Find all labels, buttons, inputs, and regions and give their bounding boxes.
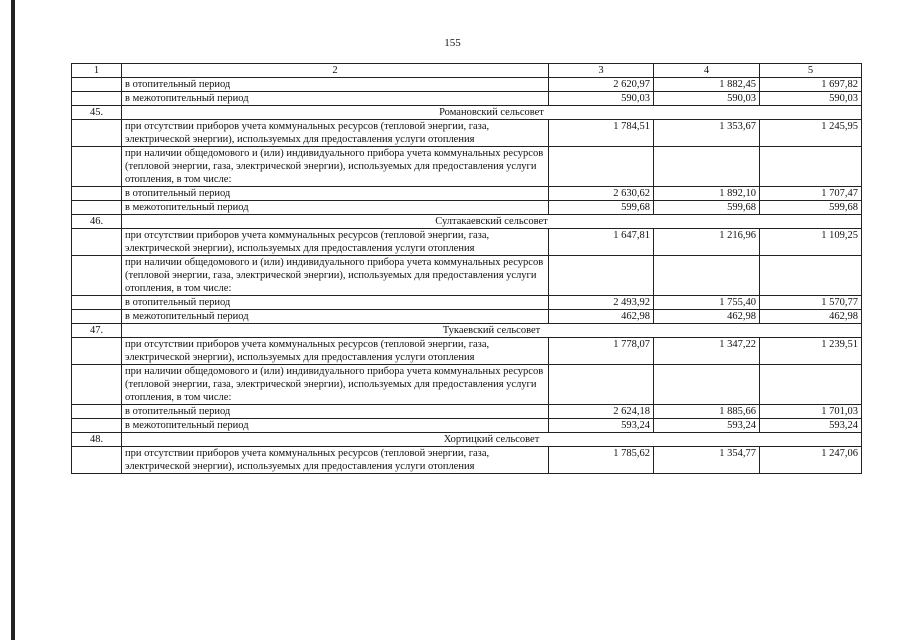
row-description: в межотопительный период	[122, 310, 549, 324]
row-description: в межотопительный период	[122, 92, 549, 106]
value-col-5: 1 707,47	[760, 187, 862, 201]
value-col-3	[549, 365, 654, 405]
value-col-3	[549, 147, 654, 187]
value-col-5: 1 570,77	[760, 296, 862, 310]
value-col-5: 1 109,25	[760, 229, 862, 256]
page-edge-bar	[11, 0, 15, 640]
value-col-3: 599,68	[549, 201, 654, 215]
row-description: при наличии общедомового и (или) индивидуального прибора учета коммунальных ресурсов (тепловой энергии, газа, электрической энергии), используемых для предоставления услуги отопления, в том числе:	[122, 147, 549, 187]
table-row	[72, 447, 862, 474]
section-number: 46.	[72, 215, 122, 229]
value-col-3: 593,24	[549, 419, 654, 433]
tariff-table	[71, 63, 862, 474]
page-number: 155	[444, 37, 461, 49]
value-col-3: 2 620,97	[549, 78, 654, 92]
table-body	[72, 78, 862, 474]
value-col-5: 599,68	[760, 201, 862, 215]
value-col-3: 462,98	[549, 310, 654, 324]
table-row	[72, 120, 862, 147]
row-number-cell	[72, 405, 122, 419]
value-col-3: 2 493,92	[549, 296, 654, 310]
section-number: 45.	[72, 106, 122, 120]
value-col-4: 590,03	[654, 92, 760, 106]
value-col-5	[760, 256, 862, 296]
row-description: в межотопительный период	[122, 419, 549, 433]
row-description: в межотопительный период	[122, 201, 549, 215]
value-col-3: 2 630,62	[549, 187, 654, 201]
value-col-3: 1 647,81	[549, 229, 654, 256]
row-number-cell	[72, 229, 122, 256]
value-col-5	[760, 147, 862, 187]
row-number-cell	[72, 78, 122, 92]
table-row	[72, 256, 862, 296]
row-number-cell	[72, 256, 122, 296]
row-number-cell	[72, 92, 122, 106]
value-col-4: 1 216,96	[654, 229, 760, 256]
value-col-3: 2 624,18	[549, 405, 654, 419]
row-number-cell	[72, 419, 122, 433]
section-title: Султакаевский сельсовет	[122, 215, 862, 229]
value-col-4: 1 882,45	[654, 78, 760, 92]
row-number-cell	[72, 296, 122, 310]
table-row	[72, 419, 862, 433]
row-description: в отопительный период	[122, 296, 549, 310]
value-col-4: 593,24	[654, 419, 760, 433]
row-number-cell	[72, 338, 122, 365]
value-col-3: 1 785,62	[549, 447, 654, 474]
value-col-4: 462,98	[654, 310, 760, 324]
column-header: 1	[72, 64, 122, 78]
row-description: в отопительный период	[122, 187, 549, 201]
section-header-row	[72, 324, 862, 338]
column-header: 2	[122, 64, 549, 78]
table-row	[72, 405, 862, 419]
value-col-4	[654, 365, 760, 405]
table-row	[72, 201, 862, 215]
value-col-4: 1 755,40	[654, 296, 760, 310]
section-header-row	[72, 215, 862, 229]
row-number-cell	[72, 310, 122, 324]
row-description: при отсутствии приборов учета коммунальных ресурсов (тепловой энергии, газа, электрической энергии), используемых для предоставления услуги отопления	[122, 120, 549, 147]
row-description: в отопительный период	[122, 405, 549, 419]
row-number-cell	[72, 365, 122, 405]
value-col-5: 1 247,06	[760, 447, 862, 474]
value-col-4	[654, 256, 760, 296]
section-number: 47.	[72, 324, 122, 338]
value-col-5: 1 697,82	[760, 78, 862, 92]
table-row	[72, 78, 862, 92]
value-col-5: 1 245,95	[760, 120, 862, 147]
value-col-4: 599,68	[654, 201, 760, 215]
row-description: при отсутствии приборов учета коммунальных ресурсов (тепловой энергии, газа, электрической энергии), используемых для предоставления услуги отопления	[122, 447, 549, 474]
value-col-3	[549, 256, 654, 296]
value-col-4: 1 354,77	[654, 447, 760, 474]
row-description: при наличии общедомового и (или) индивидуального прибора учета коммунальных ресурсов (тепловой энергии, газа, электрической энергии), используемых для предоставления услуги отопления, в том числе:	[122, 365, 549, 405]
value-col-4	[654, 147, 760, 187]
row-description: в отопительный период	[122, 78, 549, 92]
value-col-3: 1 778,07	[549, 338, 654, 365]
table-row	[72, 92, 862, 106]
table-header-row	[72, 64, 862, 78]
value-col-5: 590,03	[760, 92, 862, 106]
section-header-row	[72, 433, 862, 447]
table-row	[72, 187, 862, 201]
section-header-row	[72, 106, 862, 120]
table-row	[72, 147, 862, 187]
row-number-cell	[72, 447, 122, 474]
table-row	[72, 296, 862, 310]
row-number-cell	[72, 120, 122, 147]
column-header: 4	[654, 64, 760, 78]
value-col-5: 1 239,51	[760, 338, 862, 365]
section-title: Романовский сельсовет	[122, 106, 862, 120]
value-col-4: 1 347,22	[654, 338, 760, 365]
row-description: при наличии общедомового и (или) индивидуального прибора учета коммунальных ресурсов (тепловой энергии, газа, электрической энергии), используемых для предоставления услуги отопления, в том числе:	[122, 256, 549, 296]
value-col-4: 1 353,67	[654, 120, 760, 147]
value-col-5: 1 701,03	[760, 405, 862, 419]
column-header: 5	[760, 64, 862, 78]
value-col-4: 1 892,10	[654, 187, 760, 201]
row-number-cell	[72, 187, 122, 201]
row-description: при отсутствии приборов учета коммунальных ресурсов (тепловой энергии, газа, электрической энергии), используемых для предоставления услуги отопления	[122, 229, 549, 256]
section-title: Хортицкий сельсовет	[122, 433, 862, 447]
row-number-cell	[72, 147, 122, 187]
value-col-5	[760, 365, 862, 405]
table-row	[72, 310, 862, 324]
value-col-3: 590,03	[549, 92, 654, 106]
value-col-5: 462,98	[760, 310, 862, 324]
value-col-4: 1 885,66	[654, 405, 760, 419]
table-row	[72, 365, 862, 405]
section-title: Тукаевский сельсовет	[122, 324, 862, 338]
table-row	[72, 338, 862, 365]
table-row	[72, 229, 862, 256]
column-header: 3	[549, 64, 654, 78]
section-number: 48.	[72, 433, 122, 447]
row-number-cell	[72, 201, 122, 215]
row-description: при отсутствии приборов учета коммунальных ресурсов (тепловой энергии, газа, электрической энергии), используемых для предоставления услуги отопления	[122, 338, 549, 365]
value-col-3: 1 784,51	[549, 120, 654, 147]
value-col-5: 593,24	[760, 419, 862, 433]
